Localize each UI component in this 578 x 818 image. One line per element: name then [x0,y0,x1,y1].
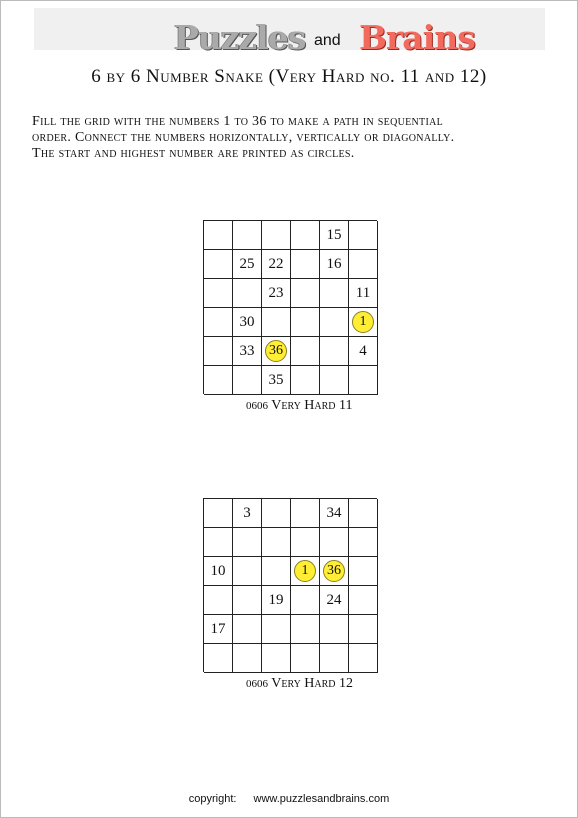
grid-cell[interactable] [320,528,349,557]
grid-cell[interactable] [349,366,378,395]
cell-number: 4 [359,342,367,359]
puzzle-grid-12 [203,498,377,672]
grid-cell[interactable] [291,499,320,528]
grid-cell[interactable] [204,366,233,395]
grid-cell[interactable] [349,499,378,528]
grid-cell[interactable] [204,615,233,644]
grid-cell[interactable] [320,586,349,615]
cell-number: 17 [210,620,226,637]
grid-cell[interactable] [291,615,320,644]
grid-cell[interactable] [204,250,233,279]
grid-cell[interactable] [262,499,291,528]
grid-cell[interactable] [349,586,378,615]
grid-cell[interactable] [291,337,320,366]
grid-cell[interactable] [349,221,378,250]
grid-cell[interactable] [291,279,320,308]
grid-cell[interactable] [233,499,262,528]
grid-cell[interactable] [233,337,262,366]
grid-cell[interactable] [320,308,349,337]
grid-cell[interactable] [233,250,262,279]
cell-number: 11 [355,284,371,301]
grid-cell[interactable] [204,499,233,528]
logo-brains: Brains [359,18,475,57]
grid-cell[interactable] [262,221,291,250]
cell-number: 16 [326,255,342,272]
grid-cell[interactable] [262,337,291,366]
grid-cell[interactable] [233,586,262,615]
grid-cell[interactable] [349,279,378,308]
header-banner [34,8,545,57]
grid-cell[interactable] [233,308,262,337]
grid-cell[interactable] [349,308,378,337]
grid-cell[interactable] [291,528,320,557]
circled-number: 36 [323,560,345,582]
grid-cell[interactable] [320,557,349,586]
grid-cell[interactable] [262,644,291,673]
grid-cell[interactable] [349,250,378,279]
grid-cell[interactable] [262,366,291,395]
grid-cell[interactable] [291,586,320,615]
grid-cell[interactable] [262,528,291,557]
logo-and: and [314,32,341,49]
copyright-label: copyright: [188,793,237,805]
grid-cell[interactable] [204,586,233,615]
grid-cell[interactable] [320,644,349,673]
grid-cell[interactable] [262,586,291,615]
grid-cell[interactable] [204,557,233,586]
grid-cell[interactable] [291,557,320,586]
website-link[interactable]: www.puzzlesandbrains.com [253,793,390,805]
cell-number: 23 [268,284,284,301]
footer [0,793,578,805]
puzzle-code: 0606 [246,678,268,690]
grid-cell[interactable] [233,366,262,395]
puzzle-label: Very Hard 11 [271,398,353,413]
cell-number: 35 [268,371,284,388]
instruction-line: The start and highest number are printed as circles. [32,146,355,161]
logo-puzzles: Puzzles [174,18,306,57]
grid-cell[interactable] [262,615,291,644]
page-title: 6 by 6 Number Snake (Very Hard no. 11 and 12) [91,66,487,87]
grid-cell[interactable] [262,250,291,279]
grid-cell[interactable] [320,221,349,250]
instructions [32,114,562,162]
grid-cell[interactable] [349,644,378,673]
grid-cell[interactable] [204,528,233,557]
cell-number: 34 [326,504,342,521]
grid-cell[interactable] [291,221,320,250]
grid-cell[interactable] [204,279,233,308]
cell-number: 25 [239,255,255,272]
grid-cell[interactable] [233,644,262,673]
puzzle-grid-11 [203,220,377,394]
grid-cell[interactable] [291,644,320,673]
cell-number: 24 [326,591,342,608]
grid-cell[interactable] [320,250,349,279]
grid-cell[interactable] [349,557,378,586]
circled-number: 36 [265,340,287,362]
puzzle-code: 0606 [246,400,268,412]
grid-cell[interactable] [320,615,349,644]
grid-cell[interactable] [204,221,233,250]
grid-cell[interactable] [262,279,291,308]
grid-cell[interactable] [233,615,262,644]
grid-cell[interactable] [233,279,262,308]
cell-number: 30 [239,313,255,330]
circled-number: 1 [352,311,374,333]
grid-cell[interactable] [291,308,320,337]
grid-cell[interactable] [291,250,320,279]
cell-number: 19 [268,591,284,608]
grid-cell[interactable] [349,528,378,557]
grid-cell[interactable] [349,337,378,366]
cell-number: 22 [268,255,284,272]
cell-number: 3 [243,504,251,521]
grid-cell[interactable] [262,308,291,337]
grid-cell[interactable] [320,366,349,395]
grid-cell[interactable] [291,366,320,395]
grid-cell[interactable] [320,499,349,528]
cell-number: 15 [326,226,342,243]
puzzle-caption-11 [246,398,353,414]
grid-cell[interactable] [204,308,233,337]
instruction-line: order. Connect the numbers horizontally, vertically or diagonally. [32,130,455,145]
grid-cell[interactable] [233,528,262,557]
circled-number: 1 [294,560,316,582]
grid-cell[interactable] [233,221,262,250]
puzzle-caption-12 [246,676,353,692]
cell-number: 10 [210,562,226,579]
grid-cell[interactable] [320,337,349,366]
grid-cell[interactable] [233,557,262,586]
grid-cell[interactable] [320,279,349,308]
cell-number: 33 [239,342,255,359]
grid-cell[interactable] [349,615,378,644]
grid-cell[interactable] [262,557,291,586]
puzzle-label: Very Hard 12 [271,676,354,691]
grid-cell[interactable] [204,337,233,366]
grid-cell[interactable] [204,644,233,673]
instruction-line: Fill the grid with the numbers 1 to 36 to make a path in sequential [32,114,444,129]
